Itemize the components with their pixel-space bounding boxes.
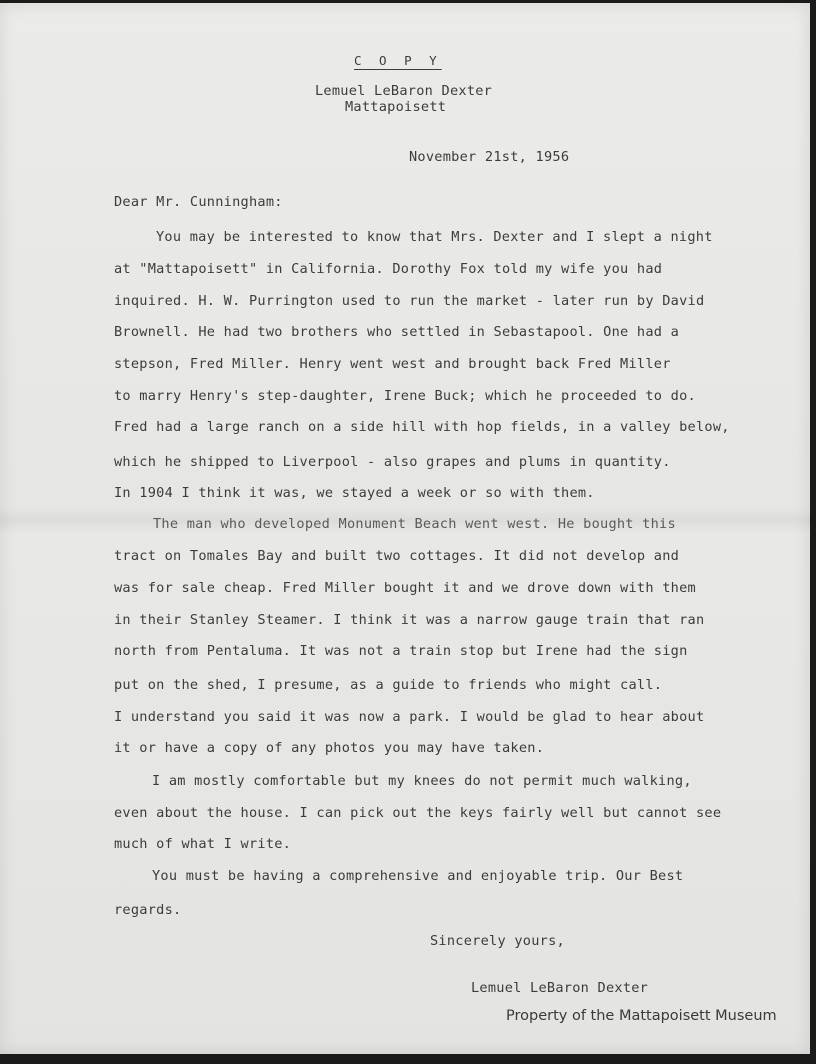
letter-date: November 21st, 1956 <box>409 149 570 165</box>
body-line: which he shipped to Liverpool - also grapes and plums in quantity. <box>114 454 671 470</box>
body-line: You may be interested to know that Mrs. Dexter and I slept a night <box>156 229 713 245</box>
body-line: inquired. H. W. Purrington used to run the market - later run by David <box>114 293 705 309</box>
body-line: The man who developed Monument Beach went west. He bought this <box>153 516 676 532</box>
body-line: stepson, Fred Miller. Henry went west and brought back Fred Miller <box>114 356 671 372</box>
salutation: Dear Mr. Cunningham: <box>114 194 283 210</box>
body-line: You must be having a comprehensive and enjoyable trip. Our Best <box>152 868 684 884</box>
body-line: I understand you said it was now a park. I would be glad to hear about <box>114 709 705 725</box>
letter-page <box>0 3 810 1054</box>
body-line: to marry Henry's step-daughter, Irene Buck; which he proceeded to do. <box>114 388 696 404</box>
body-line: north from Pentaluma. It was not a train stop but Irene had the sign <box>114 643 688 659</box>
body-line: in their Stanley Steamer. I think it was a narrow gauge train that ran <box>114 612 705 628</box>
copy-mark: C O P Y <box>354 53 442 68</box>
body-line: at "Mattapoisett" in California. Dorothy Fox told my wife you had <box>114 261 663 277</box>
body-line: much of what I write. <box>114 836 292 852</box>
body-line: was for sale cheap. Fred Miller bought it and we drove down with them <box>114 580 696 596</box>
letterhead-name: Lemuel LeBaron Dexter <box>315 83 493 99</box>
signature-name: Lemuel LeBaron Dexter <box>471 980 649 996</box>
body-line: tract on Tomales Bay and built two cottages. It did not develop and <box>114 548 680 564</box>
body-line: Brownell. He had two brothers who settled in Sebastapool. One had a <box>114 324 680 340</box>
closing: Sincerely yours, <box>430 933 565 949</box>
body-line: it or have a copy of any photos you may have taken. <box>114 740 545 756</box>
body-line: In 1904 I think it was, we stayed a week or so with them. <box>114 485 595 501</box>
letterhead-town: Mattapoisett <box>345 99 447 115</box>
museum-ownership-note: Property of the Mattapoisett Museum <box>506 1008 777 1024</box>
body-line: regards. <box>114 902 182 918</box>
body-line: Fred had a large ranch on a side hill with hop fields, in a valley below, <box>114 419 730 435</box>
body-line: put on the shed, I presume, as a guide to friends who might call. <box>114 677 663 693</box>
body-line: even about the house. I can pick out the keys fairly well but cannot see <box>114 805 722 821</box>
body-line: I am mostly comfortable but my knees do not permit much walking, <box>152 773 692 789</box>
